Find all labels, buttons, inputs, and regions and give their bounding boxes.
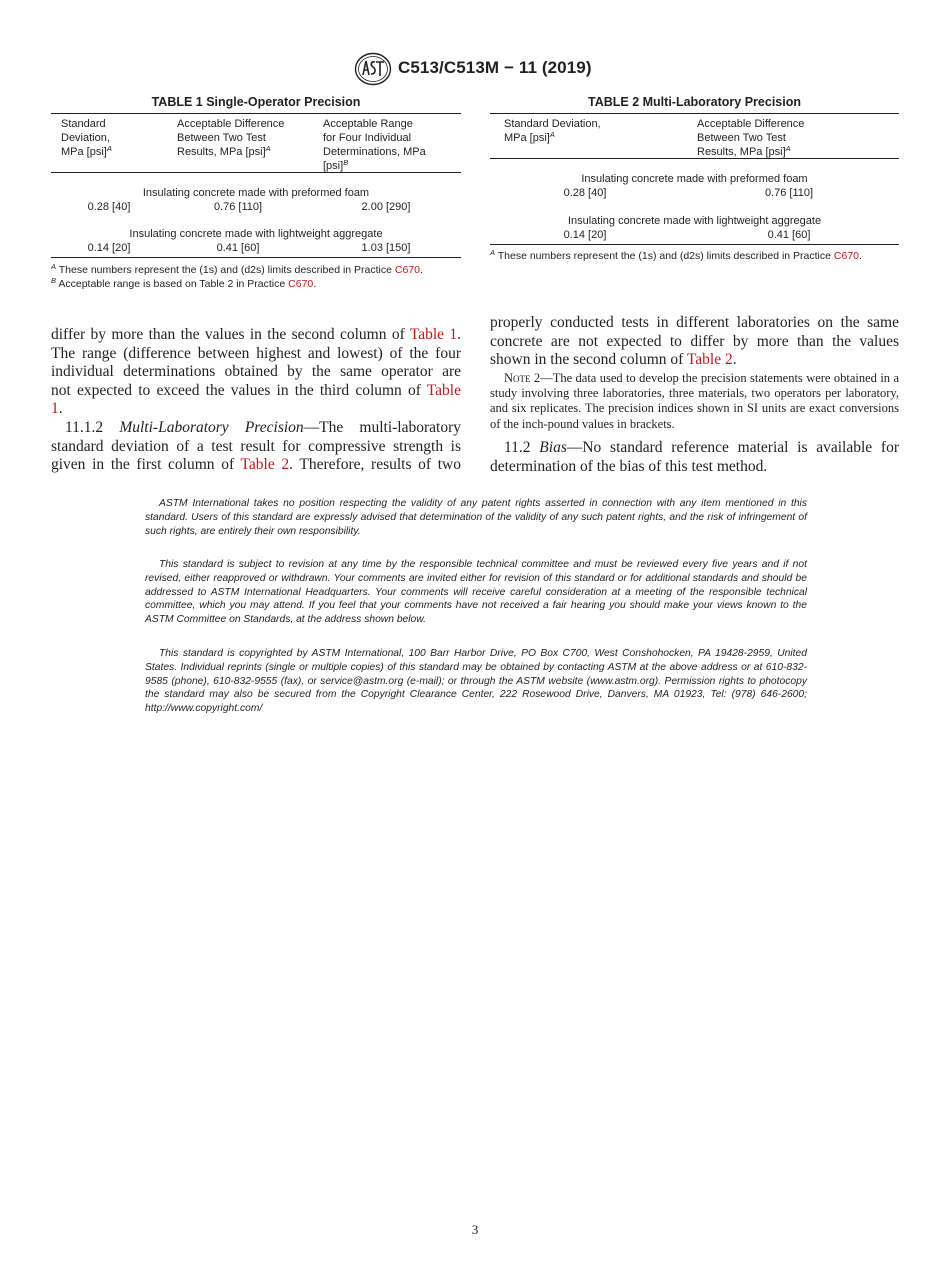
header-line: Results, MPa [psi]: [697, 146, 786, 158]
text-line: standard deviation of a test result for compressive strength is: [51, 437, 461, 455]
copyright-notice: This standard is copyrighted by ASTM International, 100 Barr Harbor Drive, PO Box C700, West Conshohocken, PA 19428-2959, United States. Individual reprints (single or multiple copies) of this standard may be obtained by contacting ASTM at the above address or at 610-832-9585 (phone), 610-832-9555 (fax), or service@astm.org (e-mail); or through the ASTM website (www.astm.org). Permission rights to photocopy the standard may also be secured from the Copyright Clearance Center, 222 Rosewood Drive, Danvers, MA 01923, Tel: (978) 646-2600; http://www.copyright.com/: [145, 648, 807, 715]
table-2-header-acceptable-difference: [697, 117, 887, 159]
table-1-group-label: Insulating concrete made with lightweight aggregate: [129, 228, 383, 240]
table-cell: 2.00 [290]: [361, 201, 411, 213]
table-1-top-rule: [51, 113, 461, 114]
footnote-mark: A: [549, 130, 555, 139]
table-1-header-rule: [51, 172, 461, 173]
text-span: —The multi-laboratory: [303, 418, 461, 436]
header-line: [psi]: [323, 160, 344, 172]
header-line: MPa [psi]: [61, 146, 107, 158]
footnote-text: Acceptable range is based on Table 2 in Practice: [56, 278, 289, 290]
table-1-link[interactable]: Table: [426, 381, 461, 399]
table-cell: 0.14 [20]: [87, 242, 131, 254]
table-1-header-std-dev: [61, 117, 171, 159]
text-span: —No standard reference material is available for: [566, 439, 899, 456]
table-2-link[interactable]: Table 2: [240, 456, 290, 474]
table-2-header-std-dev: [504, 117, 684, 145]
note-label: Note: [504, 371, 531, 385]
header-line: MPa [psi]: [504, 132, 550, 144]
document-designation: C513/C513M − 11 (2019): [398, 58, 592, 77]
text-span: .: [732, 351, 737, 369]
text-span: not expected to exceed the values in the third column of: [51, 381, 427, 399]
header-line: Standard Deviation,: [504, 118, 601, 130]
footnote-mark: A: [265, 144, 271, 153]
footnote-mark: A: [785, 144, 791, 153]
header-line: for Four Individual: [323, 132, 412, 144]
table-2-title: TABLE 2 Multi-Laboratory Precision: [588, 95, 801, 109]
note-text: —The data used to develop the precision statements were obtained in a study involving three laboratories, three materials, two operators per laboratory, and six replicates. The precision indices shown in SI units are exact conversions of the inch-pound values in brackets.: [490, 371, 899, 431]
table-cell: 1.03 [150]: [361, 242, 411, 254]
header-line: Deviation,: [61, 132, 110, 144]
footnote-text: .: [420, 264, 423, 276]
table-2-header-rule: [490, 158, 899, 159]
table-1-footnote-b: [51, 277, 316, 291]
table-1-link[interactable]: 1: [51, 400, 59, 418]
text-line: [51, 419, 461, 438]
text-span: shown in the second column of: [490, 351, 687, 369]
table-2-footnote-a: [490, 249, 862, 263]
text-line: [490, 439, 899, 458]
table-2-bottom-rule: [490, 244, 899, 245]
c670-link[interactable]: C670: [833, 250, 859, 262]
text-line: [51, 326, 461, 345]
left-column-text: [51, 326, 461, 475]
table-1-link[interactable]: Table 1: [409, 326, 458, 343]
table-1-bottom-rule: [51, 257, 461, 258]
note-number: 2: [530, 371, 541, 385]
table-2-group-label: Insulating concrete made with preformed foam: [581, 173, 808, 185]
text-span: differ by more than the values in the second column of: [51, 326, 410, 343]
table-cell: 0.28 [40]: [563, 187, 607, 199]
footnote-text: These numbers represent the (1s) and (d2s) limits described in Practice: [56, 264, 395, 276]
table-cell: 0.41 [60]: [216, 242, 260, 254]
header-line: Acceptable Range: [323, 118, 413, 130]
footnote-mark: A: [490, 248, 496, 257]
text-line: individual determinations obtained by the same operator are: [51, 363, 461, 381]
header-line: Acceptable Difference: [697, 118, 805, 130]
table-1-header-acceptable-range: [323, 117, 459, 173]
page-header: [0, 52, 950, 86]
header-line: Acceptable Difference: [177, 118, 285, 130]
table-1-footnote-a: [51, 263, 423, 277]
section-number: 11.1.2: [65, 418, 120, 436]
table-1-title: TABLE 1 Single-Operator Precision: [151, 95, 361, 109]
footnote-text: .: [859, 250, 862, 262]
revision-notice: This standard is subject to revision at any time by the responsible technical committee and must be reviewed every five years and if not revised, either reapproved or withdrawn. Your comments are invited either for revision of this standard or for additional standards and should be addressed to ASTM International Headquarters. Your comments will receive careful consideration at a meeting of the responsible technical committee, which you may attend. If you feel that your comments have not received a fair hearing you should make your views known to the ASTM Committee on Standards, at the address shown below.: [145, 559, 807, 626]
section-number: 11.2: [504, 439, 540, 456]
header-line: Between Two Test: [697, 132, 786, 144]
right-column-text: [490, 314, 899, 370]
text-span: given in the first column of: [51, 456, 241, 474]
footnote-text: These numbers represent the (1s) and (d2s) limits described in Practice: [495, 250, 834, 262]
text-line: determination of the bias of this test method.: [490, 457, 768, 475]
table-cell: 0.76 [110]: [764, 187, 814, 199]
footnote-mark: A: [51, 262, 57, 271]
section-heading: Multi-Laboratory Precision: [119, 418, 304, 436]
text-line: [51, 382, 461, 401]
page-number: 3: [471, 1222, 479, 1237]
table-1-group-label: Insulating concrete made with preformed foam: [142, 187, 370, 199]
table-2-top-rule: [490, 113, 899, 114]
text-line: [51, 400, 461, 419]
text-span: .: [58, 400, 63, 418]
header-line: Results, MPa [psi]: [177, 146, 266, 158]
table-2-group-label: Insulating concrete made with lightweight aggregate: [567, 215, 822, 227]
section-heading: Bias: [539, 439, 567, 456]
table-cell: 0.14 [20]: [563, 229, 607, 241]
table-cell: 0.76 [110]: [213, 201, 263, 213]
bias-section: [490, 439, 899, 476]
table-cell: 0.28 [40]: [87, 201, 131, 213]
header-line: Standard: [61, 118, 106, 130]
text-line: [51, 456, 461, 475]
table-cell: 0.41 [60]: [767, 229, 811, 241]
text-line: [490, 351, 899, 370]
text-line: The range (difference between highest and lowest) of the four: [51, 344, 461, 362]
patent-notice: ASTM International takes no position respecting the validity of any patent rights asserted in connection with any item mentioned in this standard. Users of this standard are expressly advised that determination of the validity of any such patent rights, and the risk of infringement of such rights, are entirely their own responsibility.: [145, 498, 807, 537]
footnote-text: .: [313, 278, 317, 290]
header-line: Determinations, MPa: [323, 146, 426, 158]
note-2: [490, 371, 899, 432]
c670-link[interactable]: C670: [394, 264, 420, 276]
text-span: .: [457, 326, 461, 343]
astm-logo-icon: [354, 52, 392, 86]
table-2-link[interactable]: Table 2: [686, 351, 733, 369]
c670-link[interactable]: C670: [288, 278, 314, 290]
footnote-mark: B: [51, 276, 57, 285]
header-line: Between Two Test: [177, 132, 266, 144]
footnote-mark: A: [106, 144, 112, 153]
footnote-mark: B: [343, 158, 349, 167]
text-line: concrete are not expected to differ by more than the values: [490, 332, 899, 350]
text-line: properly conducted tests in different laboratories on the same: [490, 314, 899, 331]
table-1-header-acceptable-difference: [177, 117, 317, 159]
text-span: . Therefore, results of two: [289, 456, 461, 474]
